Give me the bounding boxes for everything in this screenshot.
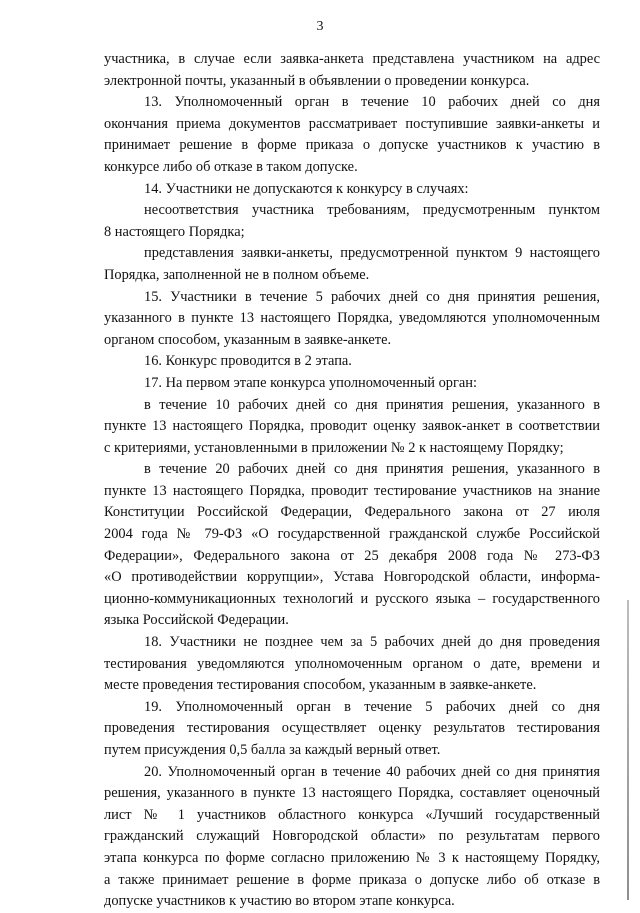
text-line: конкурсе либо об отказе в таком допуске. <box>104 158 358 175</box>
text-line: в течение 20 рабочих дней со дня принятия решения, указанного в <box>144 461 600 478</box>
text-line: языка Российской Федерации. <box>104 612 289 629</box>
text-line: 14. Участники не допускаются к конкурсу в случаях: <box>144 180 469 197</box>
text-line: путем присуждения 0,5 балла за каждый верный ответ. <box>104 742 441 758</box>
text-line: 2004 года № 79-ФЗ «О государственной гражданской службе Российской <box>104 526 600 543</box>
text-line: а также принимает решение в форме приказа о допуске либо об отказе в <box>104 871 600 888</box>
text-line: Конституции Российской Федерации, Федерального закона от 27 июля <box>104 504 600 521</box>
text-line: органом способом, указанным в заявке-анкете. <box>104 331 392 348</box>
text-line: пункте 13 настоящего Порядка, проводит оценку заявок-анкет в соответствии <box>104 418 600 435</box>
text-line: несоответствия участника требованиям, предусмотренным пунктом <box>144 202 600 219</box>
text-line: Федерации», Федерального закона от 25 декабря 2008 года № 273-ФЗ <box>104 547 600 564</box>
text-line: пункте 13 настоящего Порядка, проводит тестирование участников на знание <box>104 482 600 499</box>
text-line: принимает решение в форме приказа о допуске участников к участию в <box>104 137 600 154</box>
text-line: лист № 1 участников областного конкурса «Лучший государственный <box>104 806 600 823</box>
text-line: окончания приема документов рассматривает поступившие заявки-анкеты и <box>104 115 600 132</box>
text-line: решения, указанного в пункте 13 настоящего Порядка, составляет оценочный <box>104 785 600 802</box>
text-line: 19. Уполномоченный орган в течение 5 рабочих дней со дня <box>144 698 600 715</box>
scan-edge-mark <box>627 600 629 900</box>
text-line: указанного в пункте 13 настоящего Порядка, уведомляются уполномоченным <box>104 310 600 327</box>
text-line: проведения тестирования осуществляет оценку результатов тестирования <box>104 720 600 737</box>
text-line: гражданский служащий Новгородской области» по результатам первого <box>104 828 600 845</box>
text-line: в течение 10 рабочих дней со дня принятия решения, указанного в <box>144 396 600 413</box>
text-line: месте проведения тестирования способом, указанным в заявке-анкете. <box>104 677 537 694</box>
text-line: допуске участников к участию во втором этапе конкурса. <box>104 893 455 910</box>
text-line: с критериями, установленными в приложении № 2 к настоящему Порядку; <box>104 439 564 456</box>
text-line: тестирования уведомляются уполномоченным органом о дате, времени и <box>104 655 600 672</box>
document-body <box>104 49 600 913</box>
text-line: электронной почты, указанный в объявлении о проведении конкурса. <box>104 72 530 89</box>
text-line: ционно-коммуникационных технологий и русского языка – государственного <box>104 590 600 607</box>
page-number: 3 <box>316 19 324 34</box>
text-line: 16. Конкурс проводится в 2 этапа. <box>144 353 352 370</box>
text-line: Порядка, заполненной не в полном объеме. <box>104 266 370 283</box>
text-line: представления заявки-анкеты, предусмотренной пунктом 9 настоящего <box>144 245 600 262</box>
text-line: 18. Участники не позднее чем за 5 рабочих дней до дня проведения <box>144 634 600 651</box>
text-line: 17. На первом этапе конкурса уполномоченный орган: <box>144 374 477 391</box>
text-line: 20. Уполномоченный орган в течение 40 рабочих дней со дня принятия <box>144 763 600 780</box>
text-line: 8 настоящего Порядка; <box>104 223 245 240</box>
text-line: 13. Уполномоченный орган в течение 10 рабочих дней со дня <box>144 94 600 111</box>
text-line: этапа конкурса по форме согласно приложению № 3 к настоящему Порядку, <box>104 849 600 866</box>
text-line: участника, в случае если заявка-анкета представлена участником на адрес <box>104 51 600 67</box>
text-line: 15. Участники в течение 5 рабочих дней со дня принятия решения, <box>144 288 600 305</box>
text-line: «О противодействии коррупции», Устава Новгородской области, информа- <box>104 569 600 586</box>
